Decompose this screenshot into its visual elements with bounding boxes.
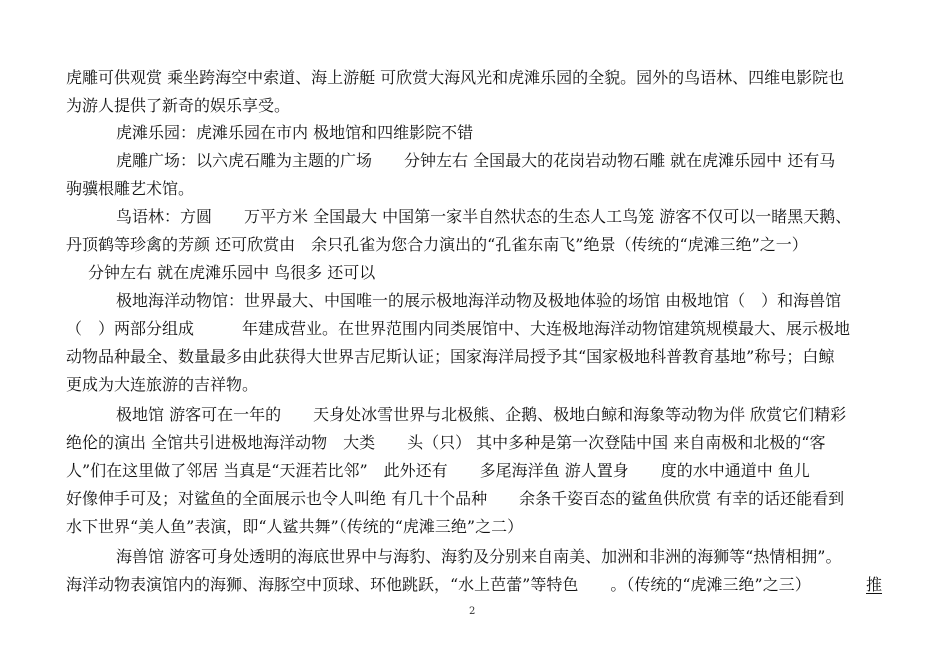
- text-line: 海兽馆 游客可身处透明的海底世界中与海豹、海豹及分别来自南美、加洲和非洲的海狮等“热情相拥”。: [116, 547, 842, 566]
- trailing-link[interactable]: 推: [866, 575, 883, 594]
- text-line: 极地海洋动物馆：世界最大、中国唯一的展示极地海洋动物及极地体验的场馆 由极地馆（ ）和海兽馆: [116, 291, 842, 310]
- text-line: 动物品种最全、数量最多由此获得大世界吉尼斯认证；国家海洋局授予其“国家极地科普教育基地”称号；白鲸: [66, 347, 835, 366]
- text-line: 鸟语林：方圆 万平方米 全国最大 中国第一家半自然状态的生态人工鸟笼 游客不仅可以一睹黑天鹅、: [116, 207, 852, 226]
- text-line: 人”们在这里做了邻居 当真是“天涯若比邻” 此外还有 多尾海洋鱼 游人置身 度的水中通道中 鱼儿: [66, 461, 810, 480]
- text-line: 好像伸手可及；对鲨鱼的全面展示也令人叫绝 有几十个品种 余条千姿百态的鲨鱼供欣赏 有幸的话还能看到: [66, 489, 845, 508]
- text-line: 极地馆 游客可在一年的 天身处冰雪世界与北极熊、企鹅、极地白鲸和海象等动物为伴 欣赏它们精彩: [116, 405, 847, 424]
- text-line: 丹顶鹤等珍禽的芳颜 还可欣赏由 余只孔雀为您合力演出的“孔雀东南飞”绝景（传统的“虎滩三绝”之一）: [66, 235, 808, 254]
- text-line: 虎滩乐园：虎滩乐园在市内 极地馆和四维影院不错: [116, 123, 474, 142]
- page-number: 2: [469, 606, 476, 617]
- text-line: （ ）两部分组成 年建成营业。在世界范围内同类展馆中、大连极地海洋动物馆建筑规模最大、展示极地: [66, 319, 851, 338]
- text-line: 海洋动物表演馆内的海狮、海豚空中顶球、环他跳跃，“水上芭蕾”等特色 。（传统的“虎滩三绝”之三）: [66, 575, 811, 594]
- text-line: 更成为大连旅游的吉祥物。: [66, 375, 259, 394]
- text-line: 驹骥根雕艺术馆。: [66, 179, 195, 198]
- text-line: 为游人提供了新奇的娱乐享受。: [66, 96, 291, 115]
- text-line: 虎雕广场：以六虎石雕为主题的广场 分钟左右 全国最大的花岗岩动物石雕 就在虎滩乐园中 还有马: [116, 151, 836, 170]
- text-line: 虎雕可供观赏 乘坐跨海空中索道、海上游艇 可欣赏大海风光和虎滩乐园的全貌。园外的鸟语林、四维电影院也: [66, 68, 845, 87]
- text-line: 分钟左右 就在虎滩乐园中 鸟很多 还可以: [88, 263, 376, 282]
- text-line: 绝伦的演出 全馆共引进极地海洋动物 大类 头（只） 其中多种是第一次登陆中国 来自南极和北极的“客: [66, 433, 826, 452]
- text-line: 水下世界“美人鱼”表演，即“人鲨共舞”（传统的“虎滩三绝”之二）: [66, 517, 524, 536]
